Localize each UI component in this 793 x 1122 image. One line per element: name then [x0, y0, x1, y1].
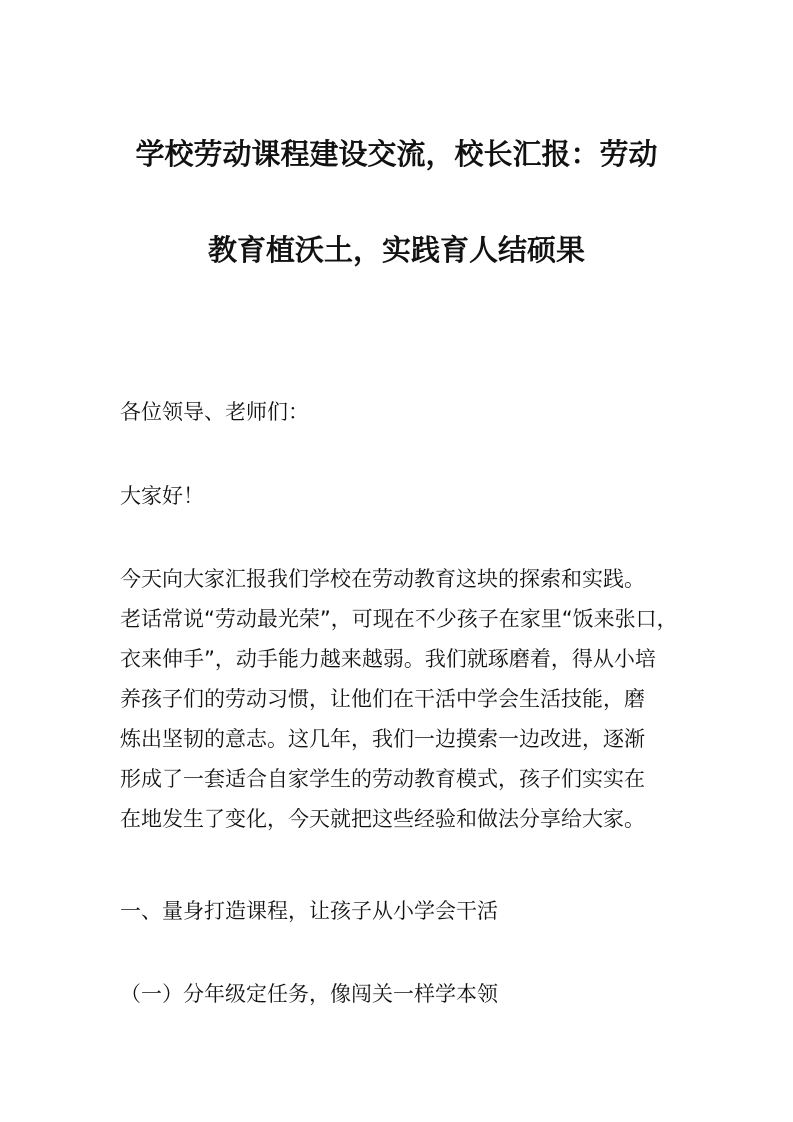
intro-line: 形成了一套适合自家学生的劳动教育模式，孩子们实实在	[120, 767, 645, 791]
title-line-2: 教育植沃土，实践育人结硕果	[207, 233, 585, 267]
salutation: 各位领导、老师们：	[120, 400, 309, 424]
intro-line: 养孩子们的劳动习惯，让他们在干活中学会生活技能，磨	[120, 687, 645, 711]
intro-line: 炼出坚韧的意志。这几年，我们一边摸索一边改进，逐渐	[120, 727, 645, 751]
greeting: 大家好！	[120, 484, 204, 508]
section-heading: 一、量身打造课程，让孩子从小学会干活	[120, 899, 498, 923]
subsection-heading: （一）分年级定任务，像闯关一样学本领	[120, 982, 498, 1006]
intro-line: 今天向大家汇报我们学校在劳动教育这块的探索和实践。	[120, 567, 645, 591]
title-line-1: 学校劳动课程建设交流，校长汇报：劳动	[135, 137, 658, 171]
intro-line: 在地发生了变化，今天就把这些经验和做法分享给大家。	[120, 807, 645, 831]
intro-line: 衣来伸手”，动手能力越来越弱。我们就琢磨着，得从小培	[120, 647, 656, 671]
intro-line: 老话常说“劳动最光荣”，可现在不少孩子在家里“饭来张口，	[120, 607, 678, 631]
